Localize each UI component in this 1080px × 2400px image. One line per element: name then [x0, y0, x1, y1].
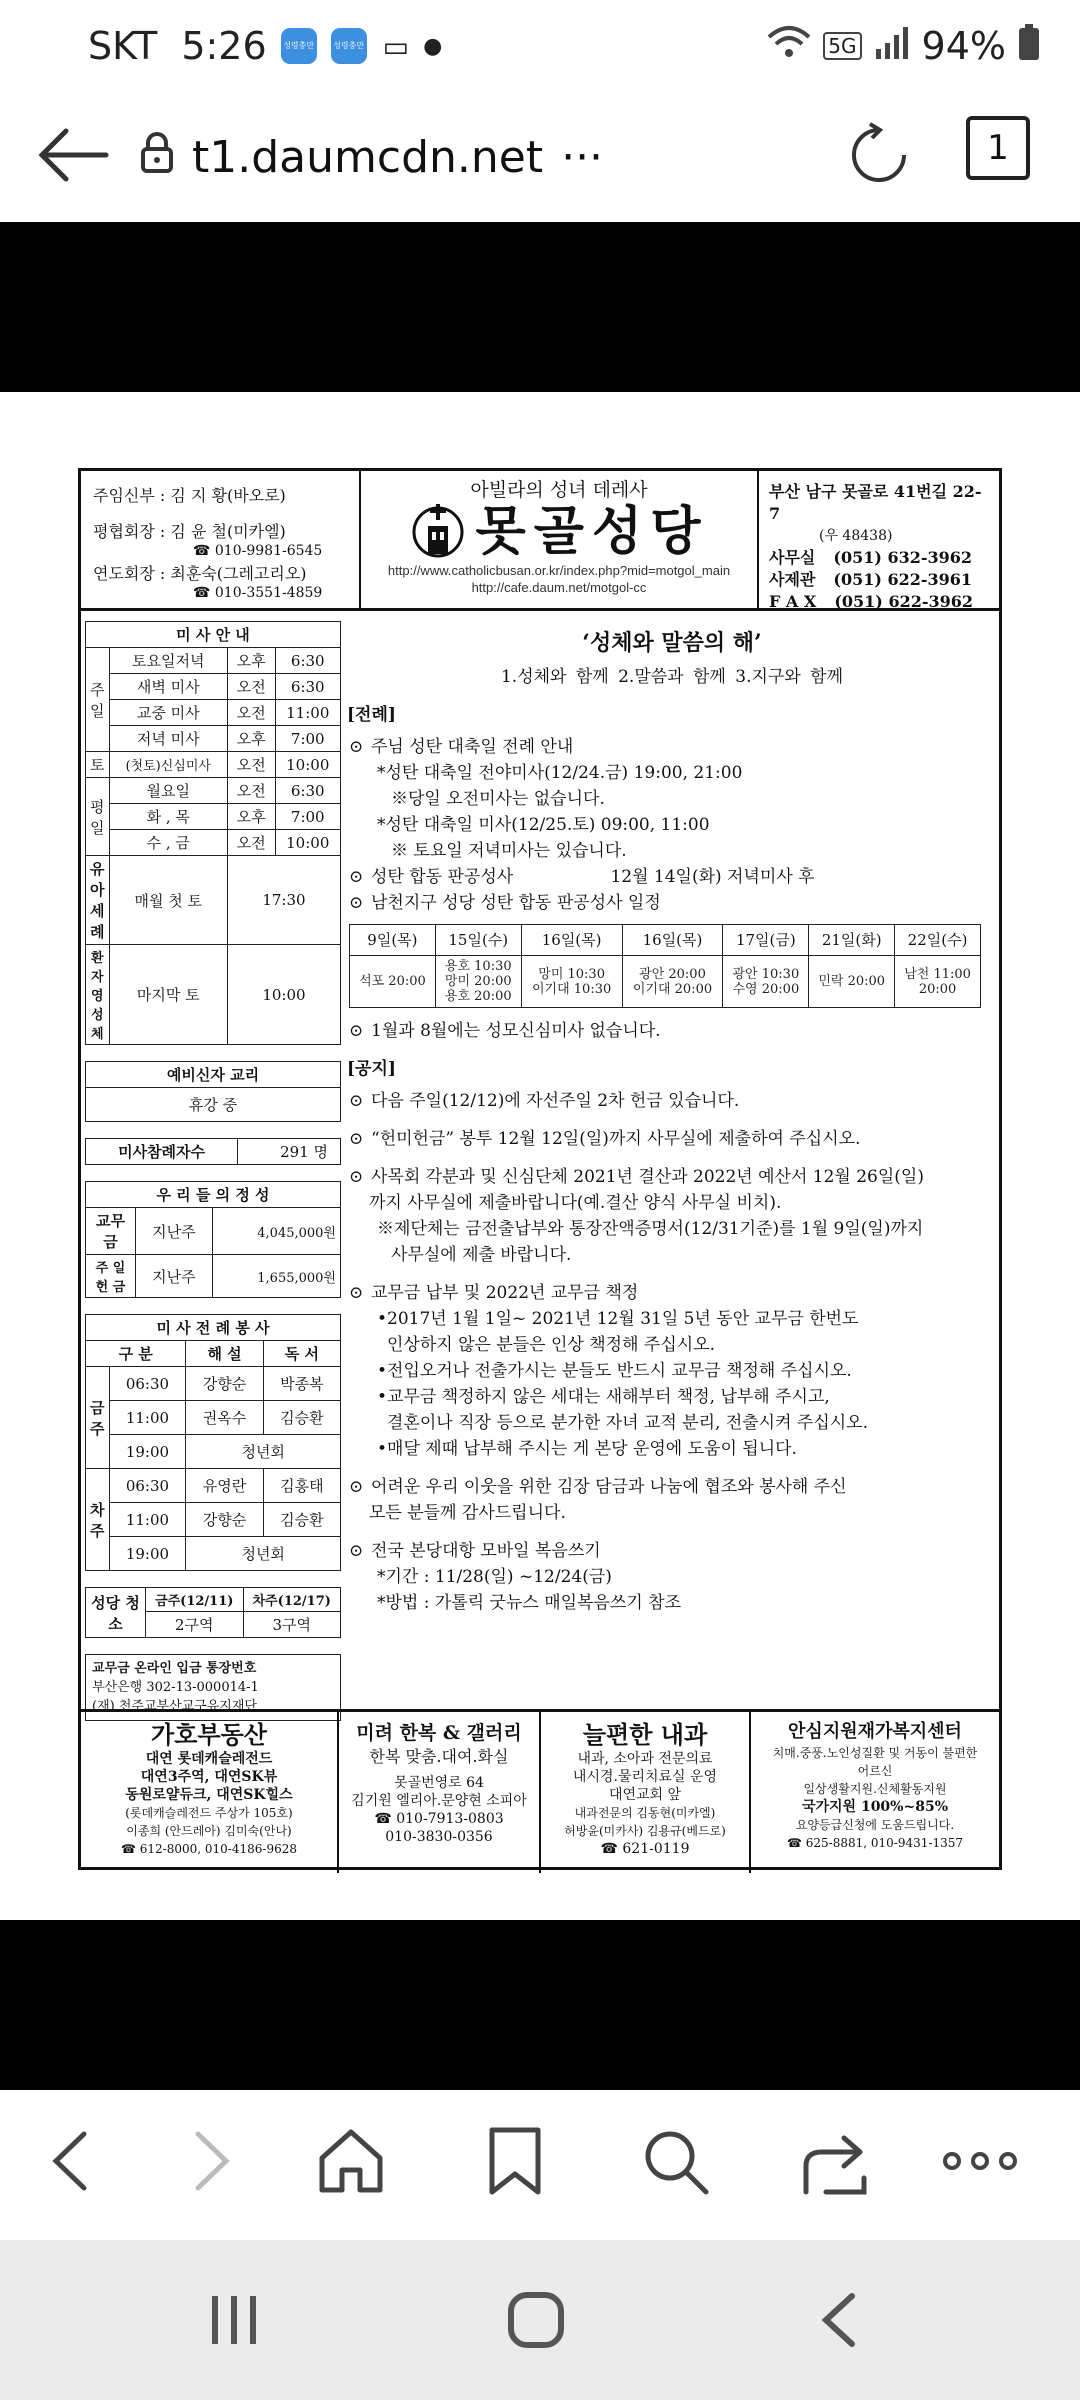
- schedule-date: 15일(수): [435, 925, 521, 956]
- schedule-date: 22일(수): [895, 925, 981, 956]
- ad-title: 늘편한 내과: [582, 1720, 708, 1749]
- homepage-url[interactable]: http://www.catholicbusan.or.kr/index.php?mid=motgol_main: [387, 563, 731, 578]
- service-time: 19:00: [109, 1435, 186, 1469]
- church-bulletin: [78, 468, 1002, 1870]
- back-icon[interactable]: [40, 2126, 110, 2196]
- office-label: 사무실: [769, 548, 816, 567]
- schedule-date: 16일(목): [622, 925, 723, 956]
- sponsor-ads: [81, 1709, 999, 1870]
- cafe-url[interactable]: http://cafe.daum.net/motgol-cc: [471, 580, 647, 595]
- notice-subitem: ※제단체는 금전출납부와 통장잔액증명서(12/31기준)를 1월 9일(일)까지: [377, 1219, 924, 1239]
- table-row: [86, 945, 341, 1045]
- table-row: [86, 1469, 341, 1503]
- home-icon[interactable]: [316, 2126, 386, 2196]
- offering-label: 주 일 헌 금: [86, 1255, 136, 1298]
- notice-subitem: 사무실에 제출 바랍니다.: [391, 1245, 572, 1265]
- status-bar: [0, 0, 1080, 92]
- infant-baptism-label: 유아세례: [86, 856, 110, 945]
- wifi-icon: [767, 24, 811, 68]
- service-reader: 김승환: [263, 1503, 340, 1537]
- ad-hanbok: [339, 1712, 541, 1873]
- notice-subitem: ※ 토요일 저녁미사는 있습니다.: [391, 841, 627, 861]
- ad-realestate: [81, 1712, 339, 1873]
- ad-clinic: [541, 1712, 751, 1873]
- system-navigation-bar: [0, 2240, 1080, 2400]
- table-row: [86, 804, 341, 830]
- table-row: [86, 1537, 341, 1571]
- service-reader: 김승환: [263, 1401, 340, 1435]
- ad-line: 치매.중풍.노인성질환 및 거동이 불편한: [772, 1746, 978, 1760]
- notice-subitem: •교무금 책정하지 않은 세대는 새해부터 책정, 납부해 주시고,: [377, 1387, 830, 1407]
- ad-line: 일상생활지원.신체활동지원: [803, 1782, 947, 1796]
- catechism-title: 예비신자 교리: [86, 1062, 341, 1088]
- mass-name: 화 , 목: [109, 804, 227, 830]
- table-row: [86, 752, 341, 778]
- confession-schedule-table: [349, 924, 981, 1008]
- ad-line: ☎ 621-0119: [600, 1841, 690, 1857]
- church-address: 부산 남구 못골로 41번길 22-7: [769, 482, 982, 523]
- service-group: 청년회: [186, 1435, 341, 1469]
- network-type: 5G: [823, 32, 861, 60]
- ad-line: 대연 롯데캐슬레전드: [145, 1751, 273, 1767]
- fax-phone: (051) 622-3962: [834, 592, 974, 611]
- bookmark-icon[interactable]: [480, 2126, 550, 2196]
- schedule-date: 17일(금): [723, 925, 809, 956]
- cleaning-table: [85, 1587, 341, 1638]
- notice-item: ⊙ “헌미헌금” 봉투 12월 12일(일)까지 사무실에 제출하여 주십시오.: [349, 1126, 997, 1152]
- mass-time: 10:00: [275, 752, 340, 778]
- offering-table: [85, 1181, 341, 1298]
- service-reader: 박종복: [263, 1367, 340, 1401]
- table-row: [86, 674, 341, 700]
- mass-group-label: 주일: [86, 648, 110, 752]
- schedule-date: 9일(목): [350, 925, 436, 956]
- attendance-value: 291 명: [238, 1139, 341, 1165]
- ad-line: 이종희 (안드레아) 김미숙(안나): [126, 1824, 292, 1838]
- bulletin-title-block: [361, 471, 759, 611]
- mass-time: 10:00: [275, 830, 340, 856]
- schedule-entry: 민락 20:00: [809, 956, 895, 1008]
- table-row: [86, 700, 341, 726]
- notice-subitem: •매달 제때 납부해 주시는 게 본당 운영에 도움이 됩니다.: [377, 1439, 797, 1459]
- carrier-label: SKT: [88, 24, 158, 68]
- mass-group-label: 평일: [86, 778, 110, 856]
- offering-value: 4,045,000원: [212, 1208, 340, 1255]
- search-icon[interactable]: [640, 2126, 710, 2196]
- notice-item: ⊙ 성탄 합동 판공성사 12월 14일(화) 저녁미사 후: [349, 864, 997, 890]
- attendance-table: [85, 1138, 341, 1165]
- bulletin-sidebar: [85, 621, 341, 1721]
- schedule-entry: 광안 20:00 이기대 20:00: [622, 956, 723, 1008]
- lock-icon: [140, 131, 174, 184]
- cleaning-next-value: 3구역: [243, 1612, 341, 1638]
- more-menu-icon[interactable]: [940, 2126, 1020, 2196]
- liturgy-service-table: [85, 1314, 341, 1571]
- mass-schedule-table: [85, 621, 341, 1045]
- mass-name: 수 , 금: [109, 830, 227, 856]
- table-row: [86, 1435, 341, 1469]
- section-liturgy: [전례]: [347, 705, 396, 725]
- mass-name: 교중 미사: [109, 700, 227, 726]
- mass-name: 토요일저녁: [109, 648, 227, 674]
- ad-line: 어르신: [857, 1764, 893, 1778]
- home-button-icon[interactable]: [506, 2290, 566, 2354]
- bulletin-subtitle: 아빌라의 성녀 데레사: [470, 479, 648, 501]
- forward-icon[interactable]: [172, 2126, 242, 2196]
- service-time: 06:30: [109, 1367, 186, 1401]
- signal-icon: [874, 24, 910, 68]
- letterbox-bottom: [0, 1920, 1080, 2090]
- pastor-label: 주임신부 :: [93, 486, 166, 505]
- ad-line: 허방윤(미카사) 김용규(베드로): [564, 1824, 726, 1838]
- cleaning-label: 성당 청소: [86, 1588, 146, 1638]
- mass-time: 7:00: [275, 726, 340, 752]
- schedule-entry: 망미 10:30 이기대 10:30: [521, 956, 622, 1008]
- notice-item: ⊙ 다음 주일(12/12)에 자선주일 2차 헌금 있습니다.: [349, 1088, 997, 1114]
- url-field[interactable]: [140, 131, 603, 184]
- account-holder: (재) 천주교부산교구유지재단: [92, 1699, 257, 1714]
- ad-line: 내과전문의 김동현(미카엘): [574, 1806, 716, 1820]
- cleaning-this-value: 2구역: [146, 1612, 244, 1638]
- battery-percent: 94%: [921, 24, 1006, 68]
- table-row: [86, 1503, 341, 1537]
- notice-subitem: 모든 분들께 감사드립니다.: [369, 1503, 566, 1523]
- ad-line: 못골번영로 64: [394, 1775, 484, 1791]
- notice-subitem: 결혼이나 직장 등으로 분가한 자녀 교적 분리, 전출시켜 주십시오.: [387, 1413, 869, 1433]
- notice-subitem: *성탄 대축일 전야미사(12/24.금) 19:00, 21:00: [377, 763, 743, 783]
- contact-info: [759, 471, 999, 611]
- cleaning-next-label: 차주(12/17): [243, 1588, 341, 1612]
- council-name: 김 윤 철(미카엘): [170, 522, 286, 541]
- app-notification-icon: 성령충만: [281, 28, 317, 64]
- rectory-label: 사제관: [769, 570, 816, 589]
- ad-line: 내시경.물리치료실 운영: [572, 1769, 718, 1785]
- pastor-name: 김 지 황(바오로): [170, 486, 286, 505]
- notice-item: ⊙ 어려운 우리 이웃을 위한 김장 담금과 나눔에 협조와 봉사해 주신: [349, 1474, 997, 1500]
- notice-item: ⊙ 교무금 납부 및 2022년 교무금 책정: [349, 1280, 997, 1306]
- ad-line: 요양등급신청에 도움드립니다.: [795, 1818, 955, 1832]
- table-row: [86, 1255, 341, 1298]
- notice-item: ⊙ 전국 본당대항 모바일 복음쓰기: [349, 1538, 997, 1564]
- notice-subitem: 까지 사무실에 제출바랍니다(예.결산 양식 사무실 비치).: [369, 1193, 782, 1213]
- mass-name: 월요일: [109, 778, 227, 804]
- service-time: 19:00: [109, 1537, 186, 1571]
- sick-communion-time: 10:00: [227, 945, 340, 1045]
- schedule-entry: 석포 20:00: [350, 956, 436, 1008]
- notice-item: ⊙ 사목회 각분과 및 신심단체 2021년 결산과 2022년 예산서 12월 26일(일): [349, 1164, 997, 1190]
- sick-communion-when: 마지막 토: [109, 945, 227, 1045]
- table-row: [86, 726, 341, 752]
- browser-toolbar: [0, 2090, 1080, 2240]
- ad-line: 국가지원 100%~85%: [801, 1799, 948, 1815]
- office-phone: (051) 632-3962: [833, 548, 973, 567]
- cleaning-this-label: 금주(12/11): [146, 1588, 244, 1612]
- notice-item: ⊙ 주님 성탄 대축일 전례 안내: [349, 734, 997, 760]
- address-bar: [0, 92, 1080, 222]
- notice-subitem: ※당일 오전미사는 없습니다.: [391, 789, 605, 809]
- mass-ampm: 오전: [227, 778, 275, 804]
- offering-label: 교무금: [86, 1208, 136, 1255]
- mass-time: 7:00: [275, 804, 340, 830]
- ad-line: 김기원 엘리아.문양현 소피아: [351, 1793, 527, 1809]
- mass-name: 저녁 미사: [109, 726, 227, 752]
- service-commentator: 강향순: [186, 1367, 263, 1401]
- rectory-phone: (051) 622-3961: [833, 570, 973, 589]
- service-group: 청년회: [186, 1537, 341, 1571]
- mass-ampm: 오후: [227, 804, 275, 830]
- reload-icon[interactable]: [846, 122, 912, 192]
- url-text: t1.daumcdn.net: [192, 131, 544, 183]
- service-commentator: 강향순: [186, 1503, 263, 1537]
- schedule-entry: 용호 10:30 망미 20:00 용호 20:00: [435, 956, 521, 1008]
- ad-welfare-center: [751, 1712, 999, 1873]
- schedule-entry: 남천 11:00 20:00: [895, 956, 981, 1008]
- service-header: 독 서: [263, 1341, 340, 1367]
- mass-name: (첫토)신심미사: [109, 752, 227, 778]
- mass-ampm: 오전: [227, 674, 275, 700]
- infant-baptism-when: 매월 첫 토: [109, 856, 227, 945]
- notice-subitem: *기간 : 11/28(일) ~12/24(금): [377, 1567, 612, 1587]
- service-week-label: 금주: [86, 1367, 110, 1469]
- letterbox-top: [0, 222, 1080, 392]
- ad-line: 대연3주역, 대연SK뷰: [140, 1769, 278, 1785]
- ad-title: 미려 한복 & 갤러리: [356, 1722, 522, 1744]
- url-more: ···: [561, 131, 604, 183]
- section-notice: [공지]: [347, 1059, 396, 1079]
- back-arrow-icon[interactable]: [36, 125, 110, 189]
- ad-title: 가호부동산: [151, 1720, 267, 1749]
- ad-line: 동원로얄듀크, 대연SK힐스: [125, 1787, 293, 1803]
- ad-line: 내과, 소아과 전문의료: [577, 1751, 713, 1767]
- ad-line: 한복 맞춤.대여.화실: [369, 1747, 509, 1766]
- fax-label: F A X: [769, 592, 817, 611]
- zipcode: (우 48438): [819, 528, 893, 544]
- notice-subitem: •전입오거나 전출가시는 분들도 반드시 교무금 책정해 주십시오.: [377, 1361, 852, 1381]
- app-notification-icon: 성령충만: [331, 28, 367, 64]
- ad-line: ☎ 010-7913-0803: [374, 1811, 504, 1827]
- church-logo-icon: [410, 502, 466, 562]
- service-commentator: 유영란: [186, 1469, 263, 1503]
- table-row: [86, 856, 341, 945]
- infant-baptism-time: 17:30: [227, 856, 340, 945]
- mass-time: 6:30: [275, 674, 340, 700]
- service-header: 해 설: [186, 1341, 263, 1367]
- mass-time: 11:00: [275, 700, 340, 726]
- mass-ampm: 오전: [227, 752, 275, 778]
- ad-line: 010-3830-0356: [385, 1829, 493, 1845]
- offering-title: 우 리 들 의 정 성: [86, 1182, 341, 1208]
- service-reader: 김홍태: [263, 1469, 340, 1503]
- council-phone: ☎ 010-9981-6545: [193, 543, 323, 559]
- legion-label: 연도회장 :: [93, 564, 166, 583]
- service-title: 미 사 전 례 봉 사: [86, 1315, 341, 1341]
- notice-subitem: 인상하지 않은 분들은 인상 책정해 주십시오.: [387, 1335, 716, 1355]
- notice-item: ⊙ 1월과 8월에는 성모신심미사 없습니다.: [349, 1018, 997, 1044]
- account-title: 교무금 온라인 입금 통장번호: [92, 1661, 257, 1676]
- recent-apps-icon[interactable]: [206, 2292, 262, 2352]
- table-row: [86, 1208, 341, 1255]
- offering-value: 1,655,000원: [212, 1255, 340, 1298]
- attendance-label: 미사참례자수: [86, 1139, 238, 1165]
- service-time: 11:00: [109, 1503, 186, 1537]
- bulletin-main: [347, 626, 997, 1616]
- mass-ampm: 오전: [227, 830, 275, 856]
- ad-line: 대연교회 앞: [608, 1787, 682, 1803]
- mass-ampm: 오후: [227, 648, 275, 674]
- account-number: 부산은행 302-13-000014-1: [92, 1680, 259, 1695]
- bulletin-title: 못골성당: [475, 501, 709, 562]
- tab-count-button[interactable]: 1: [966, 116, 1030, 180]
- service-time: 06:30: [109, 1469, 186, 1503]
- ad-line: ☎ 625-8881, 010-9431-1357: [787, 1836, 963, 1850]
- system-back-icon[interactable]: [814, 2290, 864, 2354]
- catechism-table: [85, 1061, 341, 1122]
- ad-line: ☎ 612-8000, 010-4186-9628: [121, 1842, 297, 1856]
- dot-icon: ●: [423, 33, 443, 59]
- bulletin-header: [81, 471, 999, 611]
- schedule-date: 21일(화): [809, 925, 895, 956]
- schedule-date: 16일(목): [521, 925, 622, 956]
- share-icon[interactable]: [800, 2126, 870, 2196]
- table-row: [86, 1401, 341, 1435]
- legion-name: 최훈숙(그레고리오): [170, 564, 307, 583]
- ad-line: (롯데캐슬레전드 주상가 105호): [125, 1806, 293, 1820]
- table-row: [86, 830, 341, 856]
- schedule-entry: 광안 10:30 수영 20:00: [723, 956, 809, 1008]
- year-theme-title: ‘성체와 말씀의 해’: [582, 630, 762, 656]
- notice-item: ⊙ 남천지구 성당 성탄 합동 판공성사 일정: [349, 890, 997, 916]
- year-theme-items: 1.성체와 함께 2.말씀과 함께 3.지구와 함께: [500, 667, 843, 687]
- battery-icon: [1018, 24, 1040, 69]
- service-commentator: 권옥수: [186, 1401, 263, 1435]
- mass-time: 6:30: [275, 778, 340, 804]
- notice-subitem: *성탄 대축일 미사(12/25.토) 09:00, 11:00: [377, 815, 710, 835]
- mass-name: 새벽 미사: [109, 674, 227, 700]
- table-row: [86, 1367, 341, 1401]
- notice-subitem: •2017년 1월 1일~ 2021년 12월 31일 5년 동안 교무금 한번도: [377, 1309, 859, 1329]
- service-time: 11:00: [109, 1401, 186, 1435]
- table-row: [86, 648, 341, 674]
- mass-time: 6:30: [275, 648, 340, 674]
- staff-info: [81, 471, 361, 611]
- clock: 5:26: [181, 24, 267, 68]
- service-header: 구 분: [86, 1341, 186, 1367]
- catechism-status: 휴강 중: [86, 1088, 341, 1122]
- legion-phone: ☎ 010-3551-4859: [193, 585, 323, 601]
- mass-ampm: 오전: [227, 700, 275, 726]
- mass-schedule-title: 미 사 안 내: [86, 622, 341, 648]
- offering-week: 지난주: [136, 1208, 213, 1255]
- notice-subitem: *방법 : 가톨릭 굿뉴스 매일복음쓰기 참조: [377, 1593, 681, 1613]
- table-row: [86, 778, 341, 804]
- sick-communion-label: 환자 영성체: [86, 945, 110, 1045]
- mass-group-label: 토: [86, 752, 110, 778]
- cast-icon: ▭: [382, 29, 410, 63]
- offering-week: 지난주: [136, 1255, 213, 1298]
- mass-ampm: 오후: [227, 726, 275, 752]
- ad-title: 안심지원재가복지센터: [788, 1721, 962, 1742]
- service-week-label: 차주: [86, 1469, 110, 1571]
- council-label: 평협회장 :: [93, 522, 166, 541]
